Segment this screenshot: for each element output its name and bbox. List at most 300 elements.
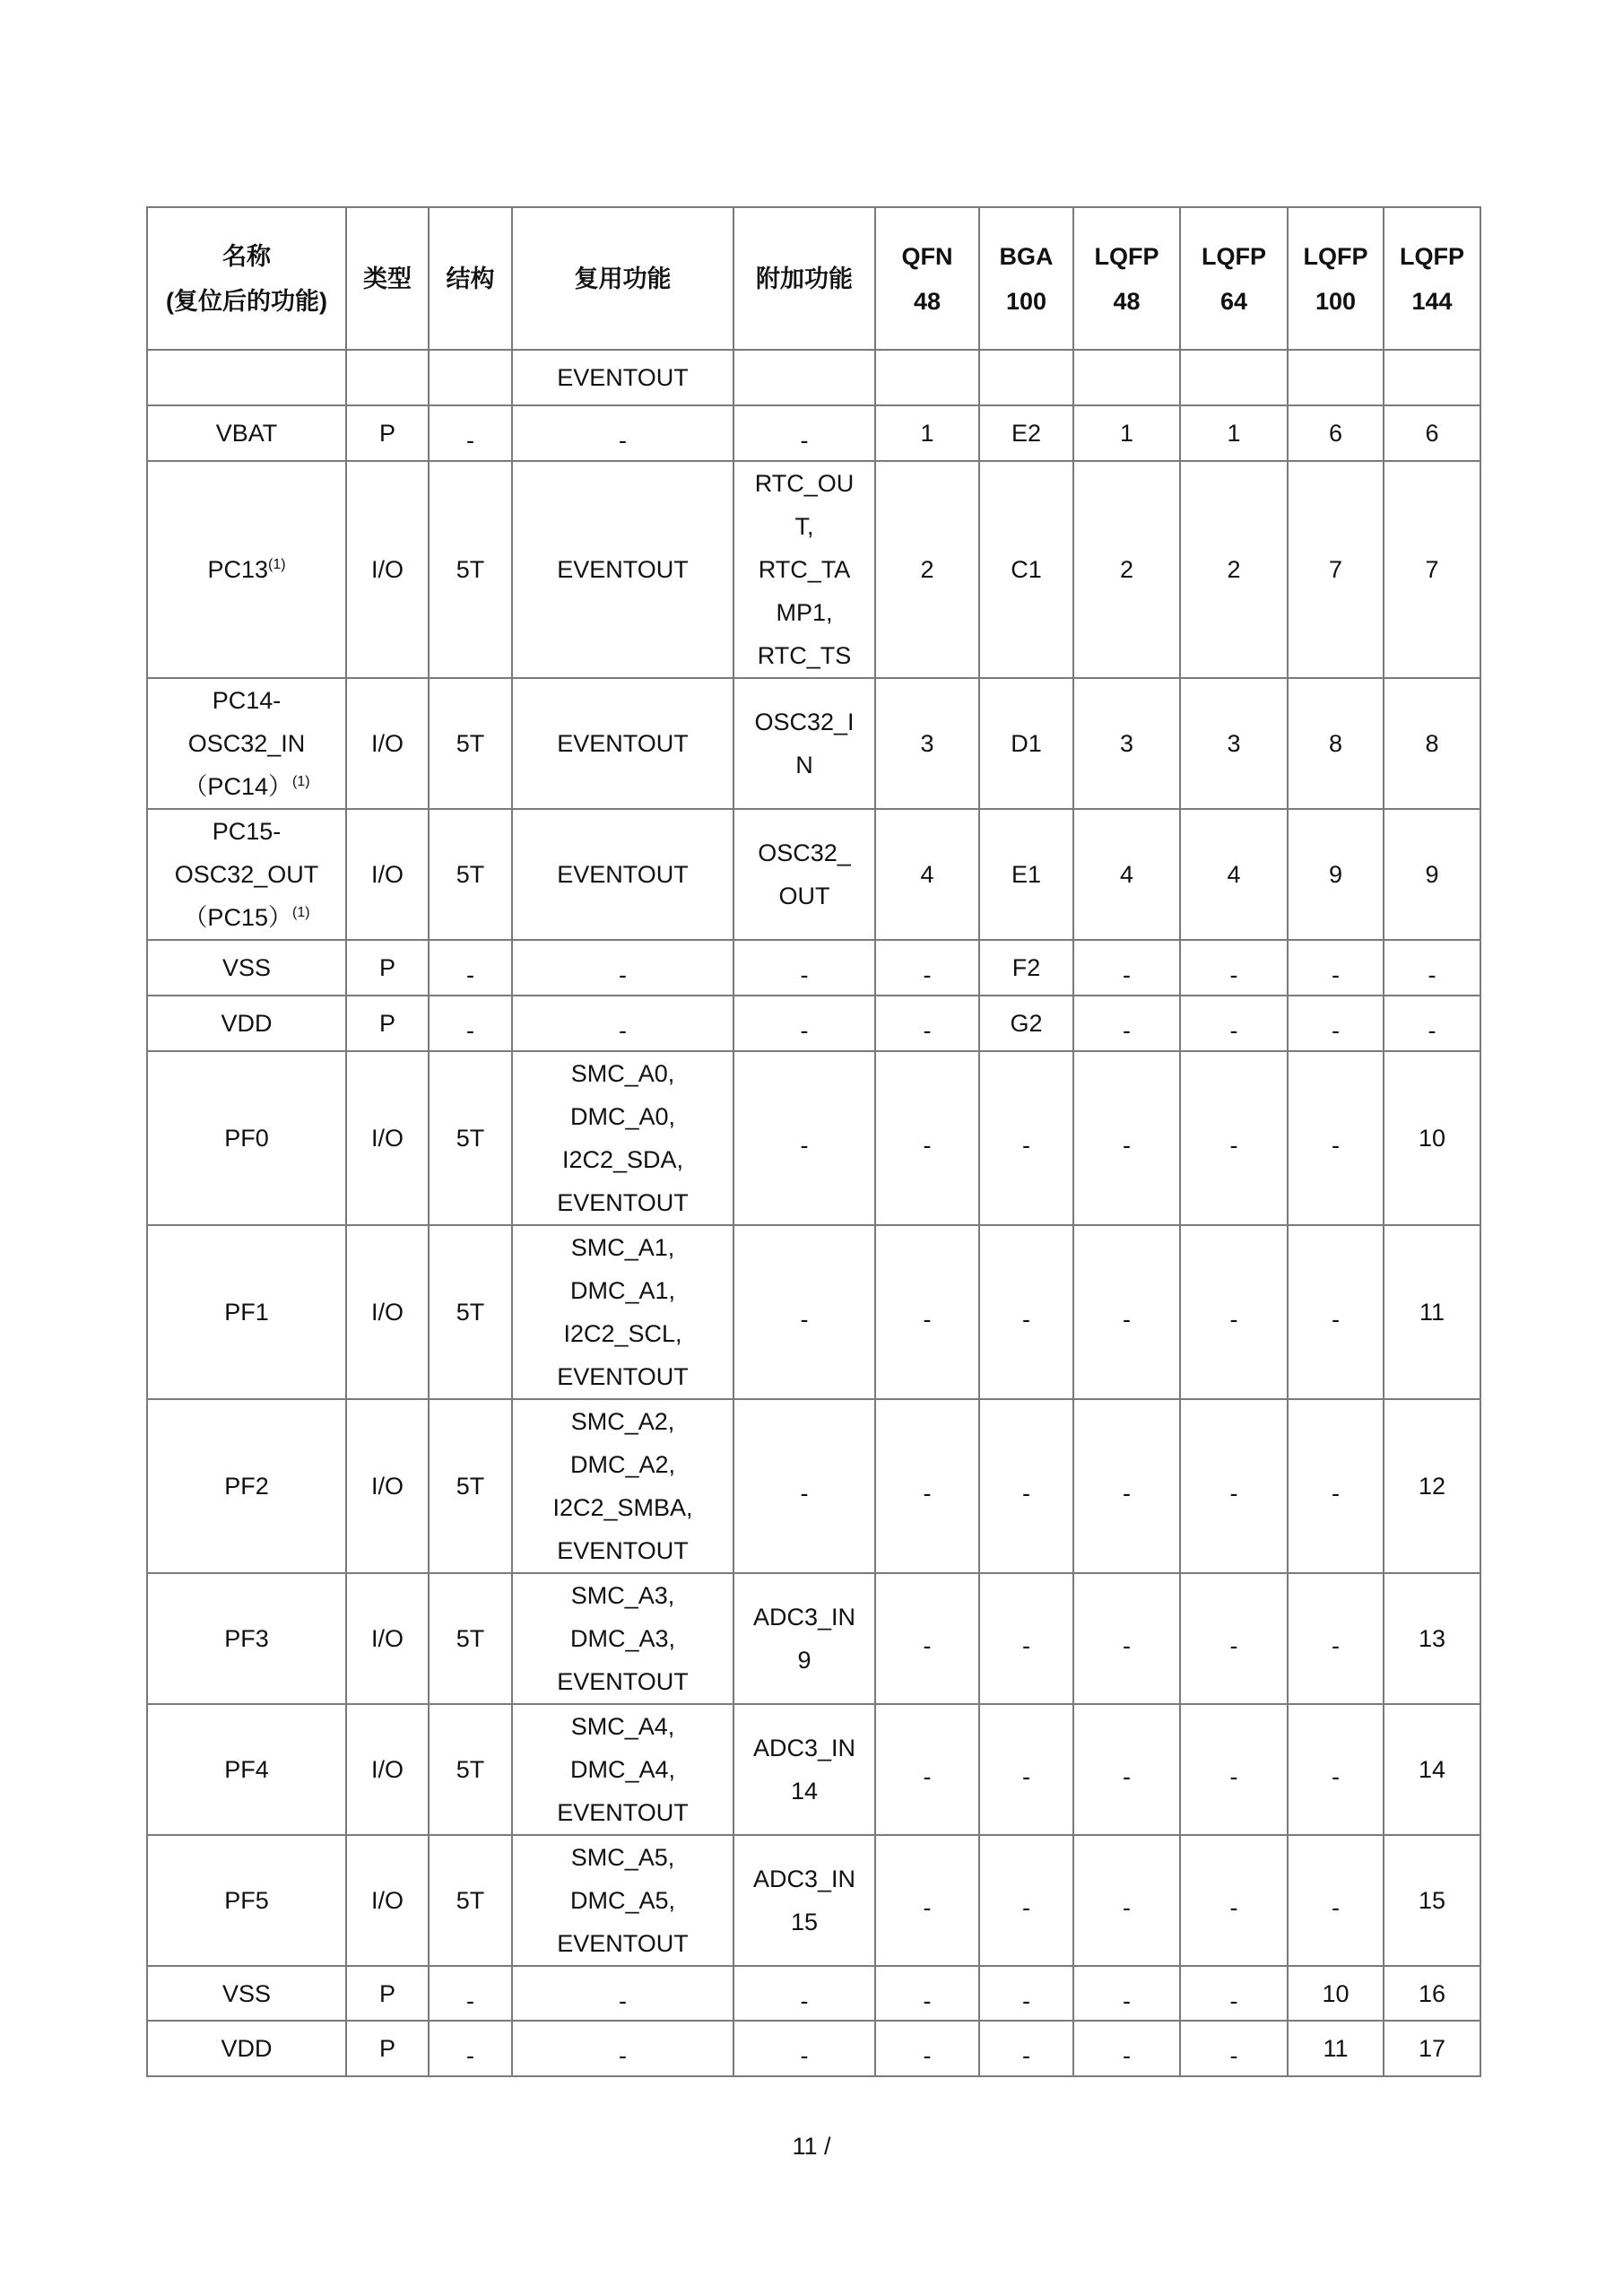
package-pin-cell — [1288, 405, 1384, 461]
pin-type-cell-value: P — [378, 1979, 395, 2007]
alt-function-cell-line: EVENTOUT — [557, 1930, 689, 1957]
add-function-cell — [733, 1051, 875, 1225]
add-function-cell — [733, 461, 875, 678]
package-pin-cell-value: - — [1123, 1132, 1131, 1159]
package-pin-cell — [1180, 1704, 1288, 1835]
pin-name-cell-line: PC13 — [207, 556, 268, 583]
table-row — [147, 1399, 1480, 1573]
package-pin-cell — [1073, 940, 1180, 996]
package-pin-cell-value: 7 — [1328, 556, 1343, 583]
add-function-cell — [733, 1966, 875, 2021]
add-function-cell — [733, 350, 875, 405]
alt-function-cell — [512, 1966, 733, 2021]
package-pin-cell — [1180, 1966, 1288, 2021]
package-pin-cell — [1384, 1573, 1480, 1704]
pin-type-cell-value: P — [378, 1010, 395, 1037]
package-pin-cell — [979, 1835, 1073, 1966]
package-pin-cell-value: 1 — [1119, 420, 1134, 447]
package-pin-cell — [875, 1835, 979, 1966]
pin-structure-cell — [429, 405, 512, 461]
package-pin-cell — [1073, 461, 1180, 678]
package-pins: 100 — [1005, 287, 1047, 315]
package-pin-cell — [1073, 1051, 1180, 1225]
package-pin-cell — [1180, 405, 1288, 461]
pin-name-cell-line: VDD — [221, 1010, 273, 1037]
add-function-cell — [733, 1704, 875, 1835]
pin-structure-cell-value: - — [466, 2042, 474, 2069]
pin-type-cell — [346, 1225, 429, 1399]
pin-name-cell-line: PF5 — [224, 1887, 269, 1914]
package-pin-cell — [875, 1225, 979, 1399]
package-pin-cell-value: 3 — [920, 730, 934, 757]
add-function-cell — [733, 405, 875, 461]
pin-name-cell-line: PF2 — [224, 1473, 269, 1500]
table-row — [147, 1051, 1480, 1225]
pin-structure-cell-value: 5T — [456, 1299, 485, 1326]
alt-function-cell-line: EVENTOUT — [557, 1668, 689, 1695]
alt-function-cell-line: - — [619, 961, 627, 988]
package-pin-cell-value: - — [1123, 1763, 1131, 1790]
alt-function-cell — [512, 996, 733, 1051]
add-function-cell — [733, 1399, 875, 1573]
alt-function-cell-line: - — [619, 1987, 627, 2014]
pin-name-cell — [147, 996, 346, 1051]
add-function-cell — [733, 678, 875, 809]
package-pin-cell-value: - — [1332, 961, 1340, 988]
pin-structure-cell-value: 5T — [456, 861, 485, 888]
add-function-cell-line: T, — [794, 513, 814, 540]
add-function-cell-line: N — [795, 752, 813, 778]
pin-name-cell-line: PC14- — [212, 687, 282, 714]
package-pins: 144 — [1411, 287, 1453, 315]
package-pin-cell — [1180, 1835, 1288, 1966]
package-pin-cell — [1073, 1573, 1180, 1704]
package-pin-cell-value: - — [923, 1480, 932, 1507]
add-function-cell — [733, 996, 875, 1051]
pin-structure-cell-value: 5T — [456, 1473, 485, 1500]
alt-function-cell — [512, 461, 733, 678]
package-pin-cell — [1180, 996, 1288, 1051]
pin-name-cell-line: OSC32_IN — [187, 730, 306, 757]
package-pin-cell-value: 3 — [1119, 730, 1134, 757]
table-row — [147, 350, 1480, 405]
package-name: LQFP — [1094, 242, 1159, 270]
package-pin-cell-value: - — [1022, 1632, 1030, 1659]
pin-type-cell — [346, 461, 429, 678]
package-pin-cell — [875, 940, 979, 996]
package-pin-cell-value: 4 — [1227, 861, 1241, 888]
package-name: LQFP — [1400, 242, 1464, 270]
alt-function-cell-line: I2C2_SDA, — [561, 1146, 684, 1173]
package-pin-cell-value: 2 — [1227, 556, 1241, 583]
alt-function-cell-line: EVENTOUT — [557, 1799, 689, 1826]
table-row — [147, 405, 1480, 461]
pin-name-cell-line: VSS — [221, 1979, 272, 2007]
package-pin-cell-value: - — [1022, 1987, 1030, 2014]
package-pin-cell — [1180, 1399, 1288, 1573]
table-row — [147, 1835, 1480, 1966]
package-pin-cell-value: - — [1022, 1132, 1030, 1159]
package-pin-cell-value: F2 — [1011, 954, 1041, 981]
package-pin-cell-value: - — [1123, 1480, 1131, 1507]
package-pin-cell — [1384, 1399, 1480, 1573]
pin-name-cell-line-wrap — [152, 896, 342, 939]
alt-function-cell-line: - — [619, 2042, 627, 2069]
pin-type-cell-value: I/O — [370, 1756, 404, 1783]
package-pin-cell-value: E2 — [1011, 420, 1042, 447]
add-function-cell — [733, 1835, 875, 1966]
package-pins: 48 — [913, 287, 942, 315]
pin-structure-cell-value: - — [466, 427, 474, 454]
package-pin-cell — [1180, 461, 1288, 678]
pin-name-cell — [147, 1704, 346, 1835]
package-pin-cell — [1073, 2021, 1180, 2076]
package-pin-cell — [1288, 461, 1384, 678]
alt-function-cell-line: SMC_A0, — [570, 1060, 675, 1087]
package-pin-cell-value: 15 — [1418, 1887, 1446, 1914]
pin-structure-cell — [429, 1051, 512, 1225]
package-pin-cell-value: 14 — [1418, 1756, 1446, 1783]
package-pin-cell — [1180, 1225, 1288, 1399]
package-pin-cell-value: - — [923, 1763, 932, 1790]
pin-structure-cell-value: 5T — [456, 556, 485, 583]
pin-type-cell — [346, 350, 429, 405]
header-name-line1: 名称 — [222, 242, 271, 270]
pin-name-cell — [147, 350, 346, 405]
pin-name-cell-line: VSS — [221, 954, 272, 981]
pin-structure-cell — [429, 1835, 512, 1966]
package-pin-cell-value: 10 — [1418, 1125, 1446, 1152]
add-function-cell-line: OSC32_I — [754, 709, 855, 735]
package-pin-cell-value: - — [1123, 2042, 1131, 2069]
package-pin-cell — [1288, 809, 1384, 940]
alt-function-cell — [512, 405, 733, 461]
table-row — [147, 809, 1480, 940]
package-pin-cell — [1073, 1704, 1180, 1835]
package-pin-cell — [1073, 1835, 1180, 1966]
package-pin-cell-value: - — [1229, 1894, 1238, 1921]
pin-name-cell — [147, 2021, 346, 2076]
pin-type-cell-value: I/O — [370, 1887, 404, 1914]
pin-name-cell — [147, 1835, 346, 1966]
package-pin-cell-value: 10 — [1322, 1979, 1350, 2007]
pin-name-cell-line: （PC14） — [183, 773, 292, 800]
alt-function-cell — [512, 2021, 733, 2076]
add-function-cell-line: 14 — [790, 1778, 819, 1805]
alt-function-cell-line: DMC_A5, — [569, 1887, 676, 1914]
package-pin-cell — [1180, 2021, 1288, 2076]
package-pin-cell — [979, 350, 1073, 405]
package-pin-cell — [1384, 2021, 1480, 2076]
table-header-row — [147, 207, 1480, 350]
package-pin-cell — [979, 940, 1073, 996]
package-pin-cell-value: - — [1123, 1894, 1131, 1921]
package-pin-cell — [1180, 940, 1288, 996]
pin-structure-cell — [429, 1704, 512, 1835]
package-pin-cell — [1384, 350, 1480, 405]
pin-name-cell-line-wrap — [152, 548, 342, 591]
pin-structure-cell — [429, 1399, 512, 1573]
package-pin-cell-value: 9 — [1425, 861, 1439, 888]
pin-structure-cell — [429, 1225, 512, 1399]
alt-function-cell-line: I2C2_SMBA, — [552, 1494, 693, 1521]
add-function-cell-line: - — [800, 1017, 809, 1044]
package-pin-cell-value: - — [1123, 1632, 1131, 1659]
package-pin-cell-value: 11 — [1323, 2035, 1349, 2062]
alt-function-cell — [512, 1051, 733, 1225]
add-function-cell-line: ADC3_IN — [752, 1866, 856, 1892]
package-pin-cell-value: C1 — [1011, 556, 1042, 583]
pin-type-cell-value: I/O — [370, 730, 404, 757]
package-pin-cell — [1288, 350, 1384, 405]
alt-function-cell-line: DMC_A3, — [569, 1625, 676, 1652]
package-pin-cell — [1288, 940, 1384, 996]
add-function-cell-line: - — [800, 1480, 809, 1507]
pin-name-cell — [147, 1225, 346, 1399]
pin-name-cell-line-wrap — [152, 765, 342, 808]
package-pin-cell-value: - — [923, 1632, 932, 1659]
pin-name-cell — [147, 1573, 346, 1704]
header-alt-function: 复用功能 — [512, 207, 733, 350]
package-pin-cell-value: 7 — [1425, 556, 1439, 583]
package-pin-cell — [1073, 678, 1180, 809]
package-pin-cell-value: - — [923, 2042, 932, 2069]
package-pin-cell-value: - — [1022, 1894, 1030, 1921]
package-pin-cell-value: - — [923, 1987, 932, 2014]
package-pin-cell — [1288, 996, 1384, 1051]
package-pin-cell-value: - — [1229, 1632, 1238, 1659]
add-function-cell-line: ADC3_IN — [752, 1735, 856, 1761]
package-pin-cell — [875, 809, 979, 940]
pin-structure-cell-value: 5T — [456, 1125, 485, 1152]
package-pin-cell — [875, 1966, 979, 2021]
add-function-cell — [733, 1225, 875, 1399]
add-function-cell — [733, 2021, 875, 2076]
pin-structure-cell-value: 5T — [456, 1625, 485, 1652]
header-package — [1180, 207, 1288, 350]
package-pin-cell — [1384, 1966, 1480, 2021]
pin-structure-cell — [429, 461, 512, 678]
package-pin-cell-value: - — [1229, 1987, 1238, 2014]
footnote-marker: (1) — [267, 557, 286, 572]
package-pin-cell — [1073, 405, 1180, 461]
package-pin-cell — [1384, 1225, 1480, 1399]
package-pin-cell-value: 4 — [1119, 861, 1134, 888]
alt-function-cell-line: EVENTOUT — [557, 730, 689, 757]
package-pin-cell — [1384, 809, 1480, 940]
header-structure: 结构 — [429, 207, 512, 350]
package-pin-cell — [875, 405, 979, 461]
package-pin-cell-value: 1 — [920, 420, 934, 447]
pin-name-cell-line: （PC15） — [183, 904, 292, 931]
package-pin-cell — [1288, 1966, 1384, 2021]
alt-function-cell-line: DMC_A0, — [569, 1103, 676, 1130]
add-function-cell-line: - — [800, 1132, 809, 1159]
package-pin-cell — [979, 996, 1073, 1051]
pin-name-cell-line: PF3 — [224, 1625, 269, 1652]
package-pin-cell — [1288, 1704, 1384, 1835]
pin-type-cell — [346, 1051, 429, 1225]
alt-function-cell-line: - — [619, 427, 627, 454]
package-pin-cell — [875, 461, 979, 678]
package-pin-cell-value: - — [1229, 2042, 1238, 2069]
package-pin-cell-value: 17 — [1418, 2035, 1446, 2062]
table-row — [147, 1966, 1480, 2021]
add-function-cell — [733, 1573, 875, 1704]
pin-type-cell — [346, 1573, 429, 1704]
package-pin-cell — [875, 996, 979, 1051]
package-pin-cell — [1073, 996, 1180, 1051]
pin-name-cell — [147, 678, 346, 809]
package-pin-cell-value: 13 — [1418, 1625, 1446, 1652]
pin-structure-cell-value: - — [466, 1017, 474, 1044]
package-pin-cell — [1073, 1399, 1180, 1573]
pin-structure-cell — [429, 996, 512, 1051]
package-pin-cell — [1384, 1051, 1480, 1225]
alt-function-cell-line: EVENTOUT — [557, 1537, 689, 1564]
package-pin-cell-value: - — [1332, 1306, 1340, 1333]
alt-function-cell-line: SMC_A3, — [570, 1582, 675, 1609]
header-name-line2: (复位后的功能) — [166, 287, 327, 315]
table-row — [147, 996, 1480, 1051]
package-pin-cell-value: G2 — [1010, 1010, 1043, 1037]
table-body — [147, 350, 1480, 2076]
header-package — [875, 207, 979, 350]
pin-type-cell — [346, 940, 429, 996]
pin-type-cell — [346, 2021, 429, 2076]
package-pin-cell-value: 9 — [1328, 861, 1343, 888]
package-pin-cell-value: - — [1123, 961, 1131, 988]
package-pin-cell — [1073, 1966, 1180, 2021]
package-pin-cell — [875, 1399, 979, 1573]
header-package — [1384, 207, 1480, 350]
pin-structure-cell — [429, 940, 512, 996]
package-pin-cell — [875, 350, 979, 405]
add-function-cell-line: 9 — [797, 1647, 812, 1674]
package-pin-cell-value: - — [923, 1306, 932, 1333]
package-pin-cell-value: 6 — [1328, 420, 1343, 447]
add-function-cell-line: OSC32_ — [758, 839, 851, 866]
package-pin-cell-value: 6 — [1425, 420, 1439, 447]
header-add-function: 附加功能 — [733, 207, 875, 350]
package-pin-cell-value: - — [923, 1132, 932, 1159]
package-pin-cell — [979, 1573, 1073, 1704]
package-pin-cell — [1384, 678, 1480, 809]
alt-function-cell-line: SMC_A1, — [570, 1234, 675, 1261]
pin-type-cell-value: P — [378, 420, 395, 447]
package-pin-cell — [979, 1399, 1073, 1573]
alt-function-cell-line: EVENTOUT — [557, 364, 689, 391]
alt-function-cell — [512, 940, 733, 996]
package-pin-cell-value: 2 — [920, 556, 934, 583]
package-pins: 100 — [1315, 287, 1357, 315]
alt-function-cell — [512, 1225, 733, 1399]
add-function-cell — [733, 940, 875, 996]
package-name: LQFP — [1303, 242, 1368, 270]
add-function-cell-line: - — [800, 1306, 809, 1333]
package-pin-cell — [979, 2021, 1073, 2076]
pin-name-cell — [147, 461, 346, 678]
package-pin-cell — [979, 405, 1073, 461]
package-name: QFN — [901, 242, 953, 270]
package-pin-cell-value: 8 — [1425, 730, 1439, 757]
add-function-cell-line: RTC_TA — [758, 556, 851, 583]
alt-function-cell-line: I2C2_SCL, — [563, 1320, 682, 1347]
package-pin-cell — [979, 1225, 1073, 1399]
package-pin-cell — [1073, 350, 1180, 405]
alt-function-cell — [512, 350, 733, 405]
pin-type-cell-value: I/O — [370, 861, 404, 888]
package-pin-cell-value: - — [1332, 1632, 1340, 1659]
package-pin-cell-value: - — [1229, 961, 1238, 988]
pin-name-cell — [147, 1051, 346, 1225]
package-pin-cell-value: - — [1428, 1017, 1436, 1044]
package-pin-cell-value: - — [1332, 1763, 1340, 1790]
add-function-cell-line: ADC3_IN — [752, 1604, 856, 1631]
package-pin-cell-value: - — [923, 1017, 932, 1044]
package-name: BGA — [999, 242, 1054, 270]
add-function-cell — [733, 809, 875, 940]
pin-type-cell — [346, 678, 429, 809]
package-pin-cell-value: 2 — [1119, 556, 1134, 583]
alt-function-cell-line: SMC_A2, — [570, 1408, 675, 1435]
package-pin-cell — [1384, 1704, 1480, 1835]
pin-definition-table — [146, 206, 1481, 2077]
pin-structure-cell-value: 5T — [456, 1756, 485, 1783]
pin-structure-cell-value: 5T — [456, 730, 485, 757]
package-pin-cell — [1384, 996, 1480, 1051]
table-row — [147, 2021, 1480, 2076]
alt-function-cell-line: EVENTOUT — [557, 1189, 689, 1216]
pin-type-cell-value: I/O — [370, 1125, 404, 1152]
pin-name-cell-line: VDD — [221, 2035, 273, 2062]
add-function-cell-line: - — [800, 1987, 809, 2014]
pin-name-cell — [147, 940, 346, 996]
alt-function-cell-line: DMC_A4, — [569, 1756, 676, 1783]
pin-name-cell-line: PF0 — [224, 1125, 269, 1152]
package-pin-cell-value: E1 — [1011, 861, 1042, 888]
package-pin-cell-value: - — [1022, 2042, 1030, 2069]
package-pin-cell — [1384, 940, 1480, 996]
alt-function-cell-line: DMC_A2, — [569, 1451, 676, 1478]
package-pin-cell-value: - — [1428, 961, 1436, 988]
alt-function-cell-line: SMC_A4, — [570, 1713, 675, 1740]
alt-function-cell — [512, 809, 733, 940]
pin-name-cell-line: VBAT — [215, 420, 278, 447]
table-row — [147, 461, 1480, 678]
add-function-cell-line: 15 — [790, 1909, 819, 1935]
package-pin-cell-value: - — [923, 1894, 932, 1921]
pin-name-cell-line: OSC32_OUT — [174, 861, 319, 888]
pin-structure-cell — [429, 809, 512, 940]
header-package — [1288, 207, 1384, 350]
package-name: LQFP — [1202, 242, 1266, 270]
package-pin-cell — [1180, 678, 1288, 809]
package-pin-cell — [1384, 461, 1480, 678]
package-pin-cell — [979, 678, 1073, 809]
page-number: 11 / — [792, 2133, 831, 2160]
package-pin-cell-value: - — [1022, 1763, 1030, 1790]
pin-type-cell — [346, 405, 429, 461]
package-pin-cell — [979, 1051, 1073, 1225]
package-pin-cell — [979, 1966, 1073, 2021]
pin-structure-cell — [429, 350, 512, 405]
package-pin-cell-value: - — [1229, 1306, 1238, 1333]
pin-structure-cell — [429, 1573, 512, 1704]
header-package — [1073, 207, 1180, 350]
pin-type-cell-value: I/O — [370, 556, 404, 583]
add-function-cell-line: OUT — [778, 883, 830, 909]
